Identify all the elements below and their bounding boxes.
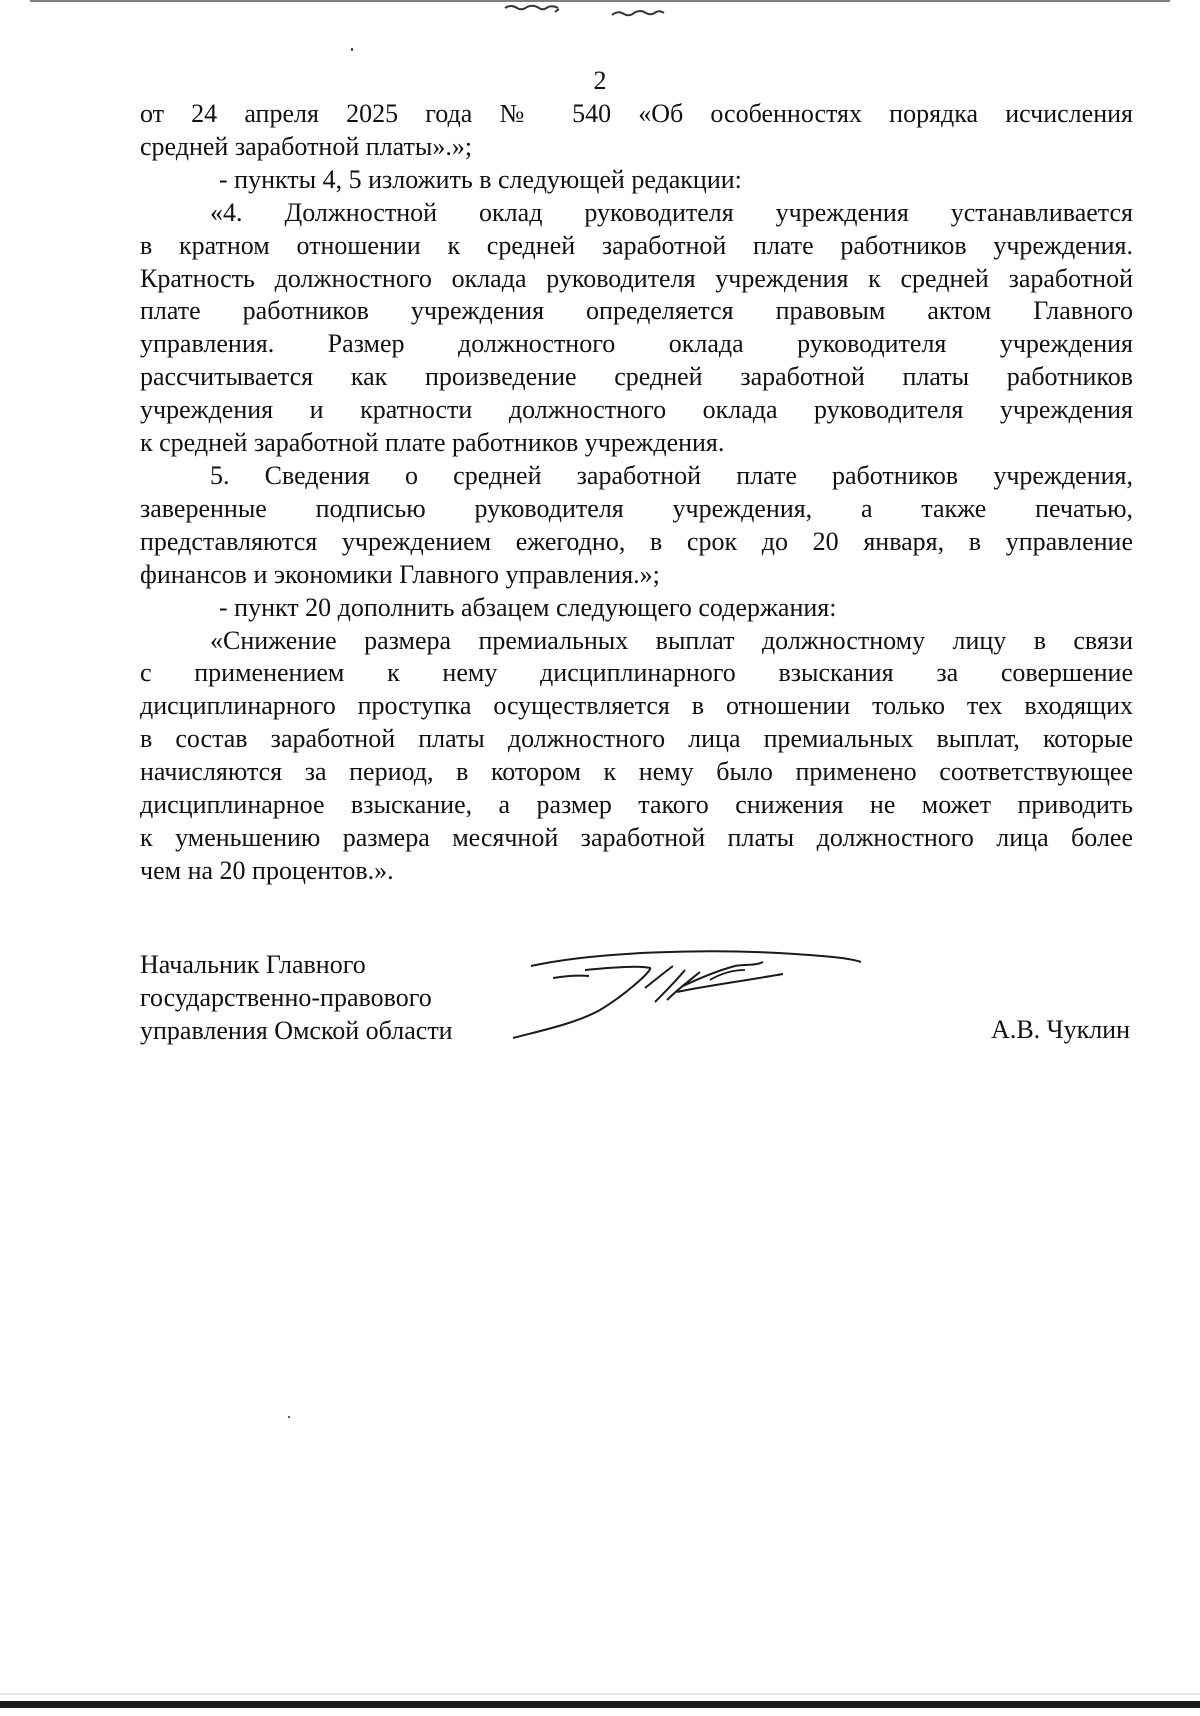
signatory-title-line: государственно-правового <box>140 983 432 1012</box>
signatory-title <box>140 948 540 1047</box>
scan-artifact-bottom <box>0 1693 1200 1716</box>
text-line: к уменьшению размера месячной заработной платы должностного лица более <box>140 822 1133 852</box>
text-line: в кратном отношении к средней заработной плате работников учреждения. <box>140 230 1133 260</box>
paragraph-item-20-heading <box>140 592 1133 625</box>
text-line: - пункт 20 дополнить абзацем следующего содержания: <box>219 592 837 622</box>
document-body <box>140 98 1133 888</box>
text-line: Кратность должностного оклада руководителя учреждения к средней заработной <box>140 263 1133 293</box>
text-line: «Снижение размера премиальных выплат должностному лицу в связи <box>210 625 1133 655</box>
paragraph-item-20-text <box>140 625 1133 888</box>
text-line: с применением к нему дисциплинарного взыскания за совершение <box>140 658 1133 688</box>
paragraph-intro <box>140 98 1133 164</box>
text-line: учреждения и кратности должностного оклада руководителя учреждения <box>140 395 1133 425</box>
paragraph-items-4-5-heading <box>140 164 1133 197</box>
scan-speck <box>351 48 353 51</box>
text-line: средней заработной платы».»; <box>140 131 473 161</box>
signatory-title-line: Начальник Главного <box>140 950 366 979</box>
signatory-title-line: управления Омской области <box>140 1016 453 1045</box>
paragraph-item-4 <box>140 197 1133 460</box>
text-line: заверенные подписью руководителя учреждения, а также печатью, <box>140 493 1133 523</box>
text-line: 5. Сведения о средней заработной плате работников учреждения, <box>210 460 1133 490</box>
text-line: управления. Размер должностного оклада руководителя учреждения <box>140 329 1133 359</box>
text-line: в состав заработной платы должностного лица премиальных выплат, которые <box>140 724 1133 754</box>
text-line: - пункты 4, 5 изложить в следующей редакции: <box>219 164 742 194</box>
text-line: плате работников учреждения определяется правовым актом Главного <box>140 296 1133 326</box>
text-line: рассчитывается как произведение средней заработной платы работников <box>140 362 1133 392</box>
signatory-name: А.В. Чуклин <box>991 1015 1130 1044</box>
scan-artifact-top <box>0 0 1200 24</box>
text-line: «4. Должностной оклад руководителя учреждения устанавливается <box>210 197 1133 227</box>
text-line: от 24 апреля 2025 года № 540 «Об особенностях порядка исчисления <box>140 99 1133 128</box>
handwritten-signature <box>505 940 870 1040</box>
text-line: представляются учреждением ежегодно, в срок до 20 января, в управление <box>140 526 1133 556</box>
scan-speck <box>288 1416 290 1418</box>
paragraph-item-5 <box>140 460 1133 592</box>
text-line: начисляются за период, в котором к нему было применено соответствующее <box>140 757 1133 787</box>
page-number: 2 <box>593 66 607 95</box>
text-line: дисциплинарного проступка осуществляется в отношении только тех входящих <box>140 691 1133 721</box>
text-line: финансов и экономики Главного управления.»; <box>140 559 660 589</box>
text-line: к средней заработной плате работников учреждения. <box>140 428 725 458</box>
text-line: дисциплинарное взыскание, а размер такого снижения не может приводить <box>140 790 1133 820</box>
text-line: чем на 20 процентов.». <box>140 855 394 885</box>
